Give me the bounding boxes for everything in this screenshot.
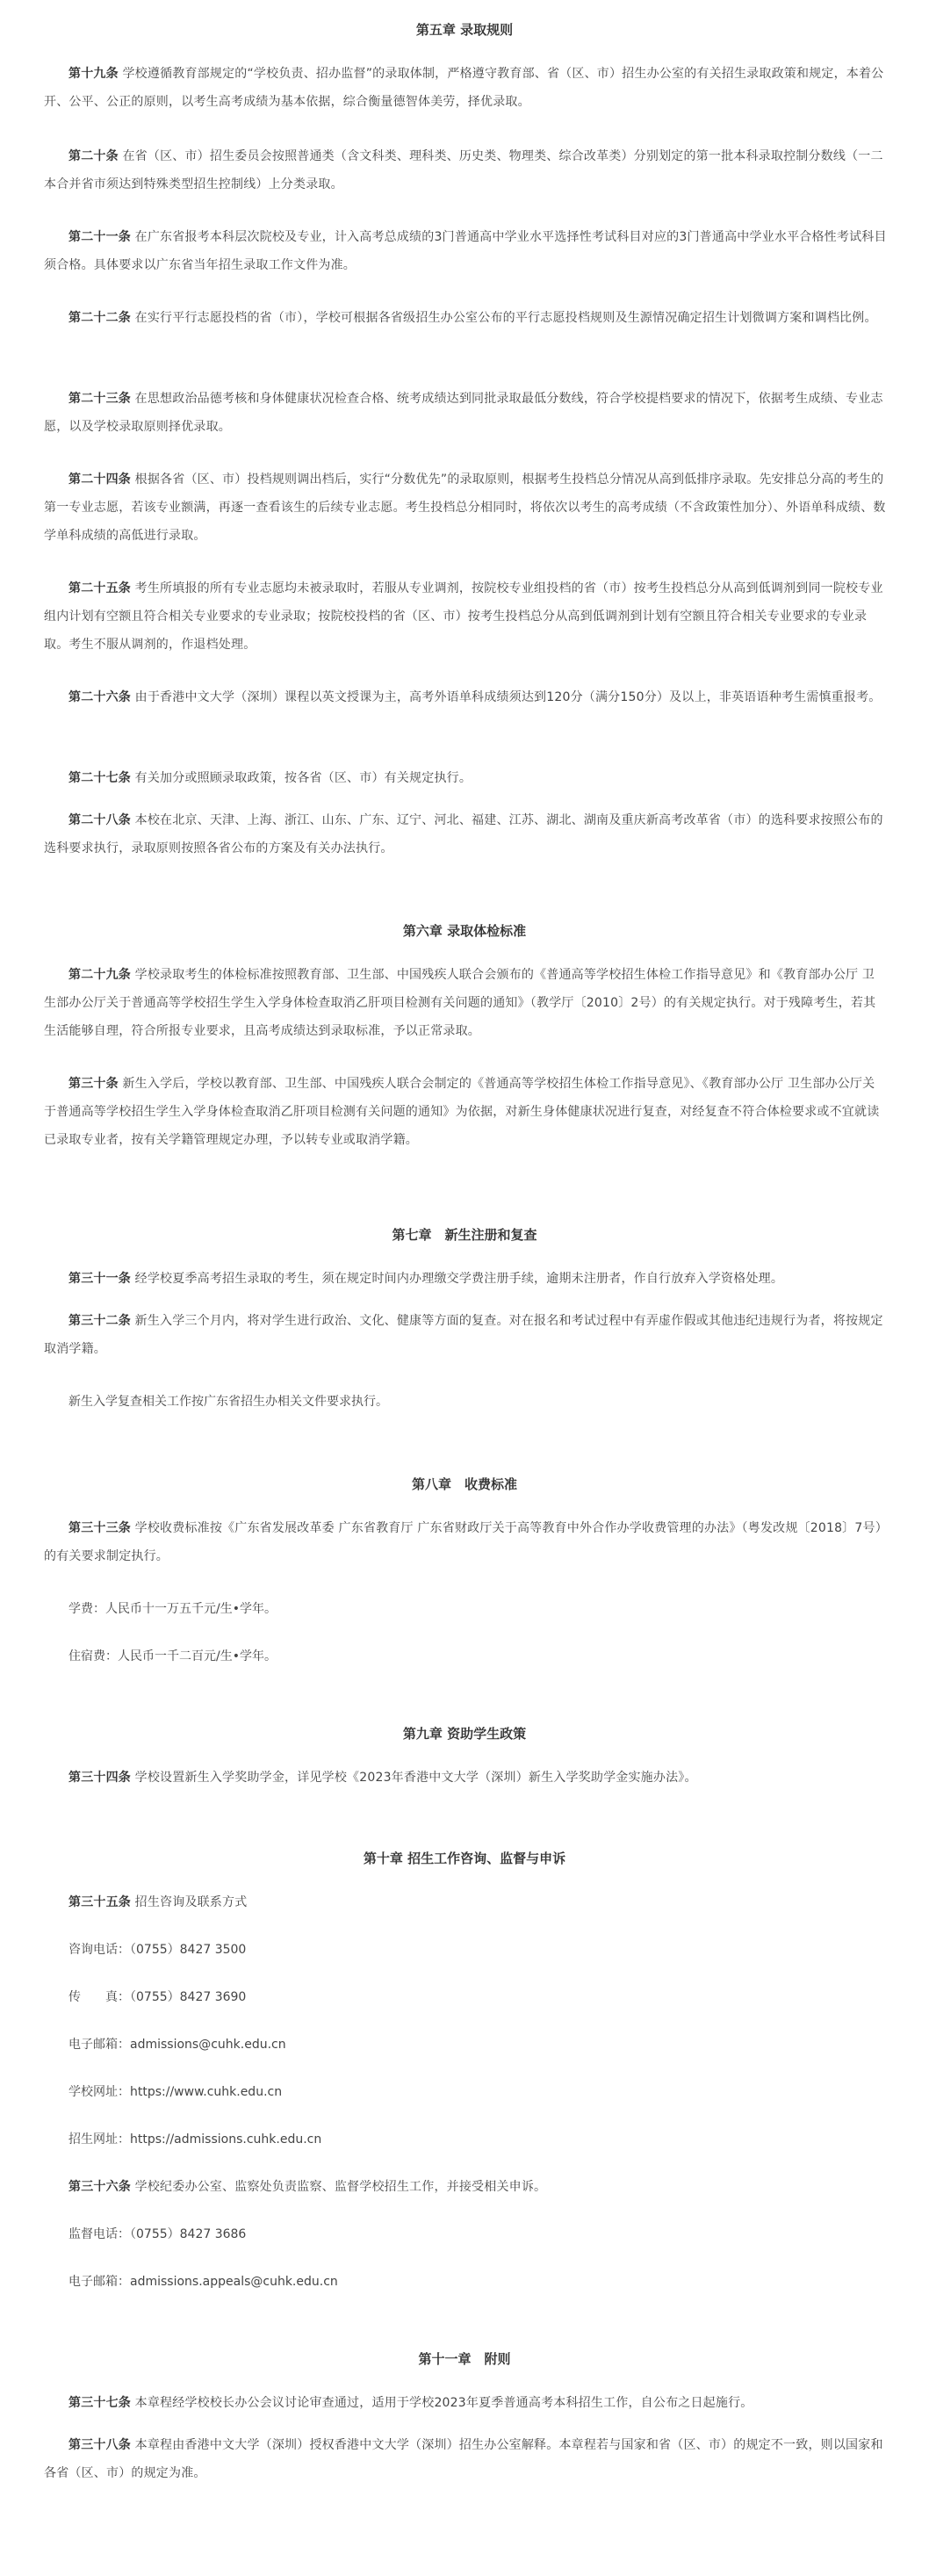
article-29 xyxy=(44,961,887,1045)
chapter-6-title: 第六章 录取体检标准 xyxy=(402,923,527,939)
supervision-phone: 监督电话：（0755）8427 3686 xyxy=(68,2227,247,2241)
article-number: 第二十八条 xyxy=(68,813,131,827)
article-number: 第二十四条 xyxy=(68,473,131,487)
chapter-7-title: 第七章 新生注册和复查 xyxy=(392,1227,537,1243)
chapter-11-title: 第十一章 附则 xyxy=(418,2351,511,2367)
chapter-10-title: 第十章 招生工作咨询、监督与申诉 xyxy=(363,1851,566,1866)
article-19 xyxy=(44,60,887,116)
tuition-fee: 学费：人民币十一万五千元/生•学年。 xyxy=(68,1602,277,1616)
article-text: 由于香港中文大学（深圳）课程以英文授课为主，高考外语单科成绩须达到120分（满分150分）及以上，非英语语种考生需慎重报考。 xyxy=(134,690,882,704)
school-website: 学校网址：https://www.cuhk.edu.cn xyxy=(68,2085,283,2099)
article-27 xyxy=(44,764,887,792)
article-number: 第二十七条 xyxy=(68,771,131,785)
article-number: 第十九条 xyxy=(68,67,119,81)
chapter-5-title: 第五章 录取规则 xyxy=(415,22,514,38)
article-text: 学校收费标准按《广东省发展改革委 广东省教育厅 广东省财政厅关于高等教育中外合作办学收费管理的办法》（粤发改规〔2018〕7号）的有关要求制定执行。 xyxy=(44,1521,882,1563)
article-25 xyxy=(44,574,887,659)
chapter-9-title: 第九章 资助学生政策 xyxy=(402,1726,527,1742)
article-number: 第三十一条 xyxy=(68,1272,131,1286)
article-text: 根据各省（区、市）投档规则调出档后，实行“分数优先”的录取原则，根据考生投档总分情况从高到低排序录取。先安排总分高的考生的第一专业志愿，若该专业额满，再逐一查看该生的后续专业志愿。考生投档总分相同时，将依次以考生的高考成绩（不含政策性加分）、外语单科成绩、数学单科成绩的高低进行录取。 xyxy=(44,473,886,543)
article-number: 第二十二条 xyxy=(68,311,131,325)
article-number: 第二十六条 xyxy=(68,690,131,704)
article-number: 第三十四条 xyxy=(68,1771,131,1785)
article-number: 第三十六条 xyxy=(68,2180,131,2194)
article-26 xyxy=(44,683,887,711)
article-23 xyxy=(44,385,887,441)
article-text: 在思想政治品德考核和身体健康状况检查合格、统考成绩达到同批录取最低分数线，符合学校提档要求的情况下，依据考生成绩、专业志愿，以及学校录取原则择优录取。 xyxy=(44,392,883,434)
article-text: 新生入学后，学校以教育部、卫生部、中国残疾人联合会制定的《普通高等学校招生体检工作指导意见》、《教育部办公厅 卫生部办公厅关于普通高等学校招生学生入学身体检查取消乙肝项目检测有关问题的通知》为依据，对新生身体健康状况进行复查，对经复查不符合体检要求或不宜就读已录取专业者，按有关学籍管理规定办理，予以转专业或取消学籍。 xyxy=(44,1077,880,1147)
recheck-note: 新生入学复查相关工作按广东省招生办相关文件要求执行。 xyxy=(68,1395,388,1409)
article-text: 招生咨询及联系方式 xyxy=(134,1895,248,1909)
chapter-8-title: 第八章 收费标准 xyxy=(411,1476,517,1492)
article-text: 新生入学三个月内，将对学生进行政治、文化、健康等方面的复查。对在报名和考试过程中有弄虚作假或其他违纪违规行为者，将按规定取消学籍。 xyxy=(44,1314,883,1356)
article-text: 学校录取考生的体检标准按照教育部、卫生部、中国残疾人联合会颁布的《普通高等学校招生体检工作指导意见》和《教育部办公厅 卫生部办公厅关于普通高等学校招生学生入学身体检查取消乙肝项目检测有关问题的通知》（教学厅〔2010〕2号）的有关规定执行。对于残障考生，若其生活能够自理，符合所报专业要求，且高考成绩达到录取标准，予以正常录取。 xyxy=(44,968,876,1038)
article-text: 考生所填报的所有专业志愿均未被录取时，若服从专业调剂，按院校专业组投档的省（市）按考生投档总分从高到低调剂到同一院校专业组内计划有空额且符合相关专业要求的专业录取；按院校投档的省（区、市）按考生投档总分从高到低调剂到计划有空额且符合相关专业要求的专业录取。考生不服从调剂的，作退档处理。 xyxy=(44,581,883,652)
article-text: 本章程经学校校长办公会议讨论审查通过，适用于学校2023年夏季普通高考本科招生工作，自公布之日起施行。 xyxy=(134,2396,753,2410)
article-text: 在广东省报考本科层次院校及专业，计入高考总成绩的3门普通高中学业水平选择性考试科目对应的3门普通高中学业水平合格性考试科目须合格。具体要求以广东省当年招生录取工作文件为准。 xyxy=(44,230,887,272)
article-text: 在省（区、市）招生委员会按照普通类（含文科类、理科类、历史类、物理类、综合改革类）分别划定的第一批本科录取控制分数线（一二本合并省市须达到特殊类型招生控制线）上分类录取。 xyxy=(44,149,883,191)
article-32 xyxy=(44,1307,887,1363)
article-number: 第二十九条 xyxy=(68,968,131,982)
article-36 xyxy=(44,2173,887,2201)
article-33 xyxy=(44,1514,887,1570)
article-38 xyxy=(44,2431,887,2487)
article-24 xyxy=(44,465,887,550)
consult-phone: 咨询电话：（0755）8427 3500 xyxy=(68,1943,247,1957)
fax: 传 真：（0755）8427 3690 xyxy=(68,1990,247,2004)
article-number: 第三十三条 xyxy=(68,1521,131,1535)
article-22 xyxy=(44,304,887,332)
article-31 xyxy=(44,1265,887,1293)
article-21 xyxy=(44,223,887,279)
article-30 xyxy=(44,1070,887,1154)
article-text: 学校设置新生入学奖助学金，详见学校《2023年香港中文大学（深圳）新生入学奖助学金实施办法》。 xyxy=(134,1771,697,1785)
article-text: 本校在北京、天津、上海、浙江、山东、广东、辽宁、河北、福建、江苏、湖北、湖南及重庆新高考改革省（市）的选科要求按照公布的选科要求执行，录取原则按照各省公布的方案及有关办法执行。 xyxy=(44,813,883,855)
article-34 xyxy=(44,1764,887,1792)
article-number: 第三十七条 xyxy=(68,2396,131,2410)
article-text: 有关加分或照顾录取政策，按各省（区、市）有关规定执行。 xyxy=(134,771,472,785)
article-text: 在实行平行志愿投档的省（市），学校可根据各省级招生办公室公布的平行志愿投档规则及生源情况确定招生计划微调方案和调档比例。 xyxy=(134,311,877,325)
article-text: 经学校夏季高考招生录取的考生，须在规定时间内办理缴交学费注册手续，逾期未注册者，作自行放弃入学资格处理。 xyxy=(134,1272,784,1286)
article-number: 第三十八条 xyxy=(68,2438,131,2452)
article-20 xyxy=(44,142,887,198)
appeals-email: 电子邮箱：admissions.appeals@cuhk.edu.cn xyxy=(68,2275,338,2289)
article-number: 第二十五条 xyxy=(68,581,131,595)
lodging-fee: 住宿费：人民币一千二百元/生•学年。 xyxy=(68,1649,277,1663)
article-number: 第二十三条 xyxy=(68,392,131,406)
email: 电子邮箱：admissions@cuhk.edu.cn xyxy=(68,2038,286,2052)
admissions-website: 招生网址：https://admissions.cuhk.edu.cn xyxy=(68,2132,322,2147)
article-35 xyxy=(44,1888,887,1916)
article-37 xyxy=(44,2389,887,2417)
article-number: 第三十二条 xyxy=(68,1314,131,1328)
article-text: 本章程由香港中文大学（深圳）授权香港中文大学（深圳）招生办公室解释。本章程若与国家和省（区、市）的规定不一致，则以国家和各省（区、市）的规定为准。 xyxy=(44,2438,883,2480)
article-text: 学校纪委办公室、监察处负责监察、监督学校招生工作，并接受相关申诉。 xyxy=(134,2180,547,2194)
article-number: 第三十五条 xyxy=(68,1895,131,1909)
article-28 xyxy=(44,806,887,862)
article-number: 第三十条 xyxy=(68,1077,119,1091)
article-number: 第二十条 xyxy=(68,149,119,163)
article-number: 第二十一条 xyxy=(68,230,131,244)
article-text: 学校遵循教育部规定的“学校负责、招办监督”的录取体制，严格遵守教育部、省（区、市）招生办公室的有关招生录取政策和规定，本着公开、公平、公正的原则，以考生高考成绩为基本依据，综合衡量德智体美劳，择优录取。 xyxy=(44,67,884,109)
